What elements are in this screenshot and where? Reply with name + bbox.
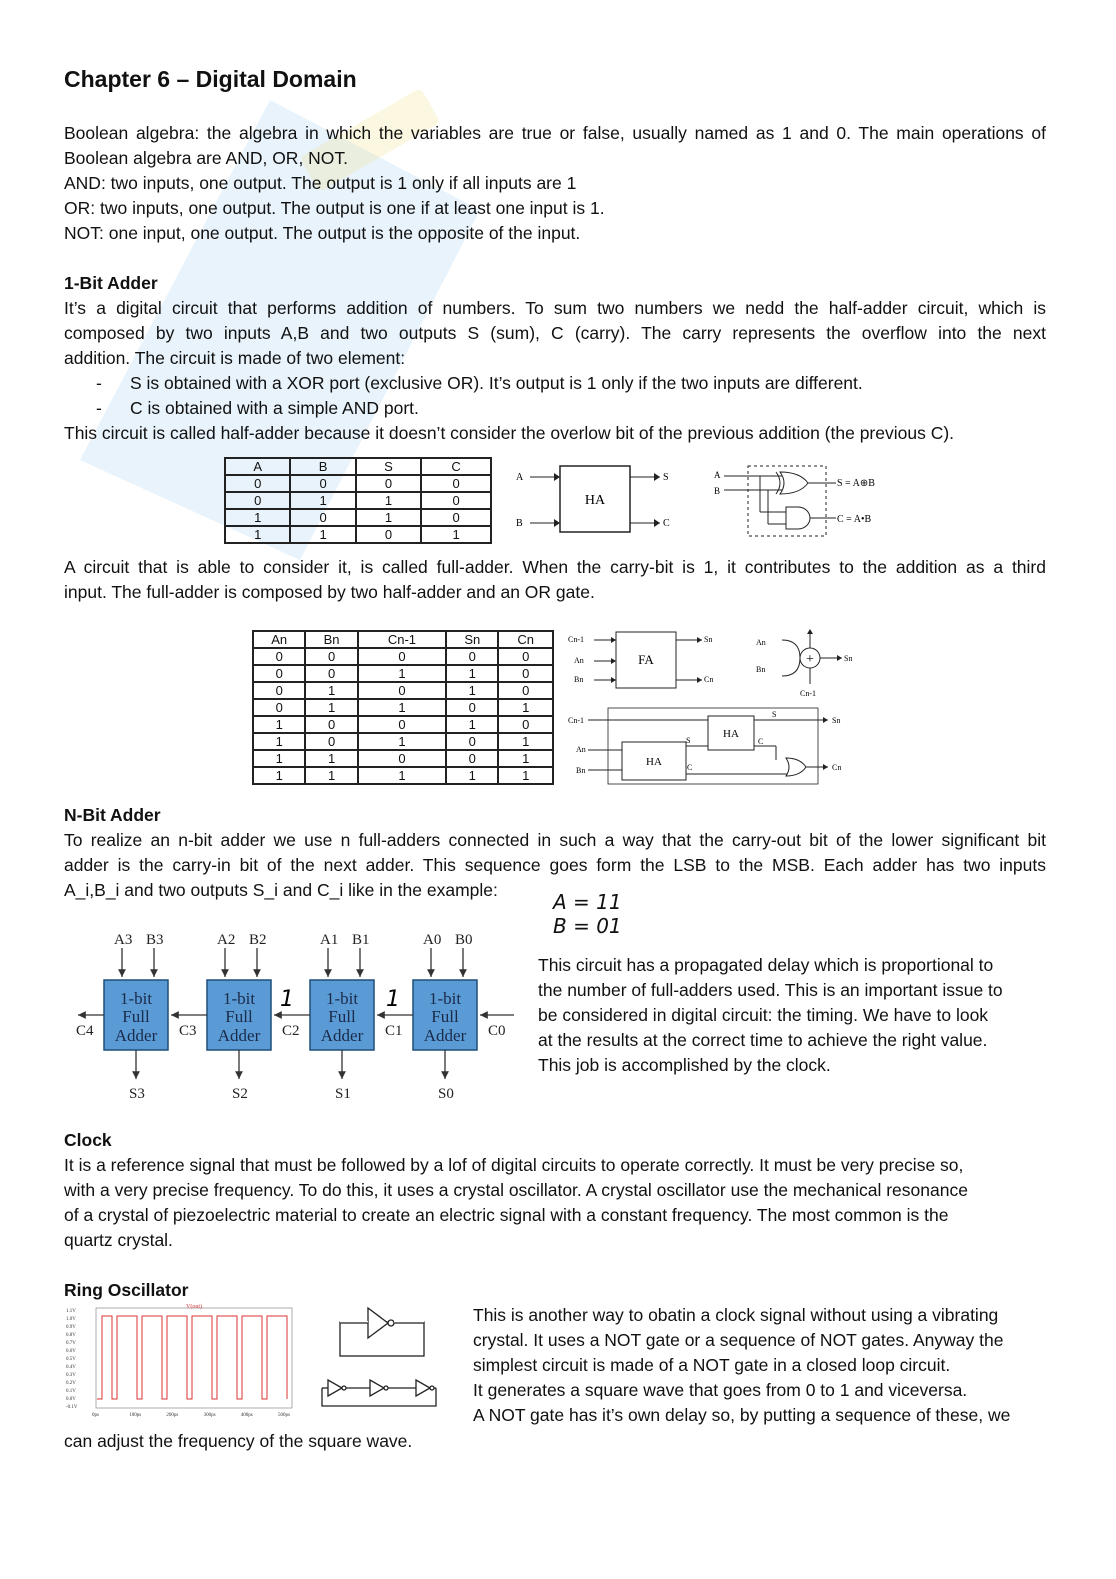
svg-text:C: C (687, 763, 693, 772)
svg-text:An: An (576, 745, 586, 754)
svg-text:Full: Full (122, 1007, 150, 1026)
bullet-xor-text: S is obtained with a XOR port (exclusive OR). It’s output is 1 only if the two inputs are different. (130, 373, 863, 393)
table-row (253, 665, 553, 682)
svg-text:Sn: Sn (832, 716, 841, 725)
table-cell: 0 (305, 665, 357, 682)
intro-line-5: NOT: one input, one output. The output is the opposite of the input. (64, 223, 581, 243)
section-heading-1bit: 1-Bit Adder (64, 273, 158, 293)
table-row (225, 526, 491, 543)
1bit-para-2: composed by two inputs A,B and two outputs S (sum), C (carry). The carry represents the overflow into the next (64, 323, 1046, 343)
bullet-xor (96, 371, 863, 396)
nbit-para-3: A_i,B_i and two outputs S_i and C_i like in the example: (64, 880, 498, 900)
full-adder-block-1 (310, 980, 374, 1050)
svg-text:C: C (663, 518, 670, 529)
ring-para-2: crystal. It uses a NOT gate or a sequence of NOT gates. Anyway the (473, 1330, 1004, 1350)
table-row (253, 682, 553, 699)
half-adder-gate-diagram (712, 462, 902, 540)
section-heading-nbit: N-Bit Adder (64, 805, 161, 825)
table-header-cell: S (356, 458, 421, 475)
table-header-cell: A (225, 458, 290, 475)
svg-text:Adder: Adder (217, 1026, 261, 1045)
table-cell: 1 (446, 767, 498, 784)
table-row (253, 750, 553, 767)
table-cell: 0 (305, 733, 357, 750)
table-cell: 1 (305, 699, 357, 716)
y-tick-label: 0.8V (66, 1333, 76, 1338)
half-adder-truth-table (224, 457, 492, 544)
table-cell: 1 (253, 733, 305, 750)
table-cell: 1 (358, 733, 446, 750)
table-cell: 0 (421, 509, 491, 526)
table-cell: 0 (253, 648, 305, 665)
y-tick-label: -0.1V (66, 1405, 78, 1410)
table-cell: 1 (290, 492, 355, 509)
x-tick-label: 400ps (240, 1413, 253, 1418)
section-heading-ring: Ring Oscillator (64, 1280, 189, 1300)
svg-text:Cn-1: Cn-1 (568, 716, 584, 725)
table-cell: 0 (225, 492, 290, 509)
1bit-para-5: A circuit that is able to consider it, is called full-adder. When the carry-bit is 1, it contributes to the addition as a third (64, 557, 1046, 577)
svg-text:+: + (806, 652, 814, 667)
nbit-side-1: This circuit has a propagated delay which is proportional to (538, 955, 994, 975)
svg-text:S0: S0 (438, 1086, 454, 1102)
intro-line-4: OR: two inputs, one output. The output is one if at least one input is 1. (64, 198, 605, 218)
table-cell: 1 (305, 750, 357, 767)
full-adder-sum-symbol (750, 626, 860, 700)
bullet-and (96, 396, 419, 421)
svg-text:C = A•B: C = A•B (837, 514, 872, 525)
svg-text:S1: S1 (335, 1086, 351, 1102)
table-cell: 1 (253, 716, 305, 733)
table-row (253, 733, 553, 750)
table-cell: 0 (498, 716, 553, 733)
table-cell: 1 (253, 767, 305, 784)
table-cell: 0 (446, 648, 498, 665)
table-cell: 0 (358, 716, 446, 733)
square-wave-plot (64, 1302, 300, 1420)
svg-text:1-bit: 1-bit (428, 989, 462, 1008)
table-cell: 0 (358, 750, 446, 767)
svg-text:Full: Full (225, 1007, 253, 1026)
table-cell: 0 (358, 648, 446, 665)
table-cell: 1 (446, 682, 498, 699)
full-adder-block-diagram (566, 628, 726, 692)
y-tick-label: 1.0V (66, 1317, 76, 1322)
table-cell: 1 (358, 699, 446, 716)
svg-text:Bn: Bn (576, 766, 586, 775)
svg-text:1-bit: 1-bit (222, 989, 256, 1008)
svg-text:S: S (663, 472, 669, 483)
svg-text:S: S (686, 736, 691, 745)
nbit-side-2: the number of full-adders used. This is an important issue to (538, 980, 1003, 1000)
svg-text:Full: Full (431, 1007, 459, 1026)
page-title: Chapter 6 – Digital Domain (64, 66, 357, 92)
svg-text:C1: C1 (385, 1023, 403, 1039)
table-cell: 1 (305, 682, 357, 699)
ripple-carry-adder-diagram (66, 924, 526, 1104)
svg-text:Adder: Adder (114, 1026, 158, 1045)
y-tick-label: 0.3V (66, 1373, 76, 1378)
svg-text:C0: C0 (488, 1023, 506, 1039)
table-cell: 0 (358, 682, 446, 699)
table-cell: 0 (421, 492, 491, 509)
svg-text:S = A⊕B: S = A⊕B (837, 478, 875, 489)
table-cell: 0 (446, 750, 498, 767)
full-adder-block-3 (104, 980, 168, 1050)
svg-text:Bn: Bn (574, 675, 584, 684)
intro-line-2: Boolean algebra are AND, OR, NOT. (64, 148, 349, 168)
table-cell: 0 (356, 475, 421, 492)
table-header-cell: Sn (446, 631, 498, 648)
ring-para-6: can adjust the frequency of the square wave. (64, 1431, 413, 1451)
table-cell: 0 (225, 475, 290, 492)
table-row (253, 767, 553, 784)
table-header-cell: Cn-1 (358, 631, 446, 648)
svg-text:FA: FA (638, 652, 654, 667)
table-cell: 0 (290, 475, 355, 492)
1bit-para-3: addition. The circuit is made of two element: (64, 348, 406, 368)
bullet-and-text: C is obtained with a simple AND port. (130, 398, 419, 418)
svg-text:S3: S3 (129, 1086, 145, 1102)
handwritten-a: A = 11 (553, 890, 622, 914)
1bit-para-6: input. The full-adder is composed by two half-adder and an OR gate. (64, 582, 595, 602)
svg-text:A2: A2 (217, 932, 236, 948)
table-cell: 0 (253, 665, 305, 682)
table-cell: 0 (498, 648, 553, 665)
table-cell: 1 (446, 665, 498, 682)
table-header-row (253, 631, 553, 648)
svg-text:S: S (772, 710, 777, 719)
y-tick-label: 0.0V (66, 1397, 76, 1402)
svg-text:B2: B2 (249, 932, 267, 948)
ring-para-5: A NOT gate has it’s own delay so, by putting a sequence of these, we (473, 1405, 1011, 1425)
handwritten-b: B = 01 (553, 914, 622, 938)
nbit-para-2: adder is the carry-in bit of the next adder. This sequence goes form the LSB to the MSB. Each adder has two inputs (64, 855, 1046, 875)
table-cell: 0 (498, 682, 553, 699)
svg-text:Bn: Bn (756, 665, 766, 674)
nbit-side-5: This job is accomplished by the clock. (538, 1055, 831, 1075)
svg-text:A: A (516, 472, 524, 483)
table-cell: 1 (356, 492, 421, 509)
nbit-para-1: To realize an n-bit adder we use n full-adders connected in such a way that the carry-out bit of the lower significant bit (64, 830, 1046, 850)
table-cell: 0 (446, 733, 498, 750)
table-cell: 1 (356, 509, 421, 526)
y-tick-label: 0.7V (66, 1341, 76, 1346)
section-heading-clock: Clock (64, 1130, 112, 1150)
not-gate-loop-diagrams (318, 1302, 442, 1420)
table-header-cell: Bn (305, 631, 357, 648)
table-cell: 0 (305, 648, 357, 665)
table-header-row (225, 458, 491, 475)
ha-label: HA (584, 493, 606, 508)
svg-text:1-bit: 1-bit (119, 989, 153, 1008)
svg-text:Adder: Adder (423, 1026, 467, 1045)
bullet-mark: - (96, 398, 102, 418)
svg-text:HA: HA (646, 756, 662, 768)
table-cell: 1 (498, 733, 553, 750)
table-row (253, 648, 553, 665)
intro-line-3: AND: two inputs, one output. The output is 1 only if all inputs are 1 (64, 173, 577, 193)
svg-text:Cn-1: Cn-1 (800, 689, 816, 698)
table-cell: 0 (253, 699, 305, 716)
clock-para-3: of a crystal of piezoelectric material to create an electric signal with a constant frequency. The most common is the (64, 1205, 949, 1225)
full-adder-detail-diagram (566, 704, 866, 788)
table-cell: 0 (498, 665, 553, 682)
y-tick-label: 0.6V (66, 1349, 76, 1354)
table-header-cell: C (421, 458, 491, 475)
svg-text:A1: A1 (320, 932, 339, 948)
handwritten-carry: 1 (280, 987, 294, 1012)
svg-text:An: An (574, 656, 584, 665)
bullet-mark: - (96, 373, 102, 393)
svg-text:A0: A0 (423, 932, 442, 948)
table-cell: 1 (498, 699, 553, 716)
y-tick-label: 0.4V (66, 1365, 76, 1370)
full-adder-block-0 (413, 980, 477, 1050)
y-tick-label: 1.1V (66, 1309, 76, 1314)
table-cell: 1 (358, 665, 446, 682)
1bit-para-1: It’s a digital circuit that performs addition of numbers. To sum two numbers we nedd the half-adder circuit, which is (64, 298, 1046, 318)
ring-para-1: This is another way to obatin a clock signal without using a vibrating (473, 1305, 999, 1325)
intro-line-1: Boolean algebra: the algebra in which the variables are true or false, usually named as 1 and 0. The main operations of (64, 123, 1046, 143)
svg-text:Sn: Sn (704, 635, 713, 644)
svg-text:Adder: Adder (320, 1026, 364, 1045)
table-cell: 1 (498, 767, 553, 784)
svg-text:B3: B3 (146, 932, 164, 948)
x-tick-label: 500ps (278, 1413, 290, 1418)
y-tick-label: 0.2V (66, 1381, 76, 1386)
table-row (225, 475, 491, 492)
svg-text:Cn: Cn (832, 763, 842, 772)
handwritten-carry: 1 (386, 987, 400, 1012)
svg-text:C3: C3 (179, 1023, 197, 1039)
table-cell: 1 (305, 767, 357, 784)
svg-text:Sn: Sn (844, 654, 853, 663)
table-cell: 0 (421, 475, 491, 492)
table-cell: 0 (356, 526, 421, 543)
table-cell: 1 (290, 526, 355, 543)
full-adder-truth-table (252, 630, 554, 785)
clock-para-4: quartz crystal. (64, 1230, 173, 1250)
clock-para-2: with a very precise frequency. To do this, it uses a crystal oscillator. A crystal oscillator use the mechanical resonance (64, 1180, 968, 1200)
table-cell: 1 (225, 509, 290, 526)
table-cell: 1 (358, 767, 446, 784)
ring-para-4: It generates a square wave that goes from 0 to 1 and viceversa. (473, 1380, 968, 1400)
table-cell: 1 (446, 716, 498, 733)
table-row (253, 716, 553, 733)
svg-text:A: A (714, 470, 721, 480)
svg-text:B1: B1 (352, 932, 370, 948)
svg-text:C4: C4 (76, 1023, 94, 1039)
svg-text:B: B (516, 518, 523, 529)
table-cell: 0 (253, 682, 305, 699)
table-cell: 0 (446, 699, 498, 716)
ring-para-3: simplest circuit is made of a NOT gate in a closed loop circuit. (473, 1355, 951, 1375)
svg-text:S2: S2 (232, 1086, 248, 1102)
table-header-cell: An (253, 631, 305, 648)
table-cell: 1 (498, 750, 553, 767)
y-tick-label: 0.5V (66, 1357, 76, 1362)
y-tick-label: 0.1V (66, 1389, 76, 1394)
table-header-cell: Cn (498, 631, 553, 648)
y-tick-label: 0.9V (66, 1325, 76, 1330)
table-row (225, 492, 491, 509)
table-cell: 0 (290, 509, 355, 526)
full-adder-block-2 (207, 980, 271, 1050)
nbit-side-3: be considered in digital circuit: the timing. We have to look (538, 1005, 989, 1025)
svg-text:Cn: Cn (704, 675, 714, 684)
svg-text:V(out): V(out) (186, 1304, 202, 1310)
table-row (253, 699, 553, 716)
svg-text:C2: C2 (282, 1023, 300, 1039)
svg-text:Full: Full (328, 1007, 356, 1026)
table-cell: 1 (225, 526, 290, 543)
table-row (225, 509, 491, 526)
x-tick-label: 200ps (166, 1413, 179, 1418)
svg-text:Cn-1: Cn-1 (568, 635, 584, 644)
table-cell: 0 (305, 716, 357, 733)
svg-text:A3: A3 (114, 932, 133, 948)
nbit-side-4: at the results at the correct time to achieve the right value. (538, 1030, 988, 1050)
svg-text:An: An (756, 638, 766, 647)
svg-text:C: C (758, 737, 764, 746)
x-tick-label: 300ps (203, 1413, 216, 1418)
clock-para-1: It is a reference signal that must be followed by a lof of digital circuits to operate correctly. It must be very precise so, (64, 1155, 964, 1175)
table-cell: 1 (421, 526, 491, 543)
x-tick-label: 0ps (92, 1413, 99, 1418)
svg-text:1-bit: 1-bit (325, 989, 359, 1008)
table-header-cell: B (290, 458, 355, 475)
svg-text:B: B (714, 486, 721, 496)
1bit-para-4: This circuit is called half-adder because it doesn’t consider the overlow bit of the previous addition (the previous C). (64, 423, 955, 443)
svg-text:HA: HA (723, 728, 739, 740)
half-adder-block-diagram (512, 460, 682, 540)
x-tick-label: 100ps (129, 1413, 142, 1418)
svg-text:B0: B0 (455, 932, 473, 948)
table-cell: 1 (253, 750, 305, 767)
